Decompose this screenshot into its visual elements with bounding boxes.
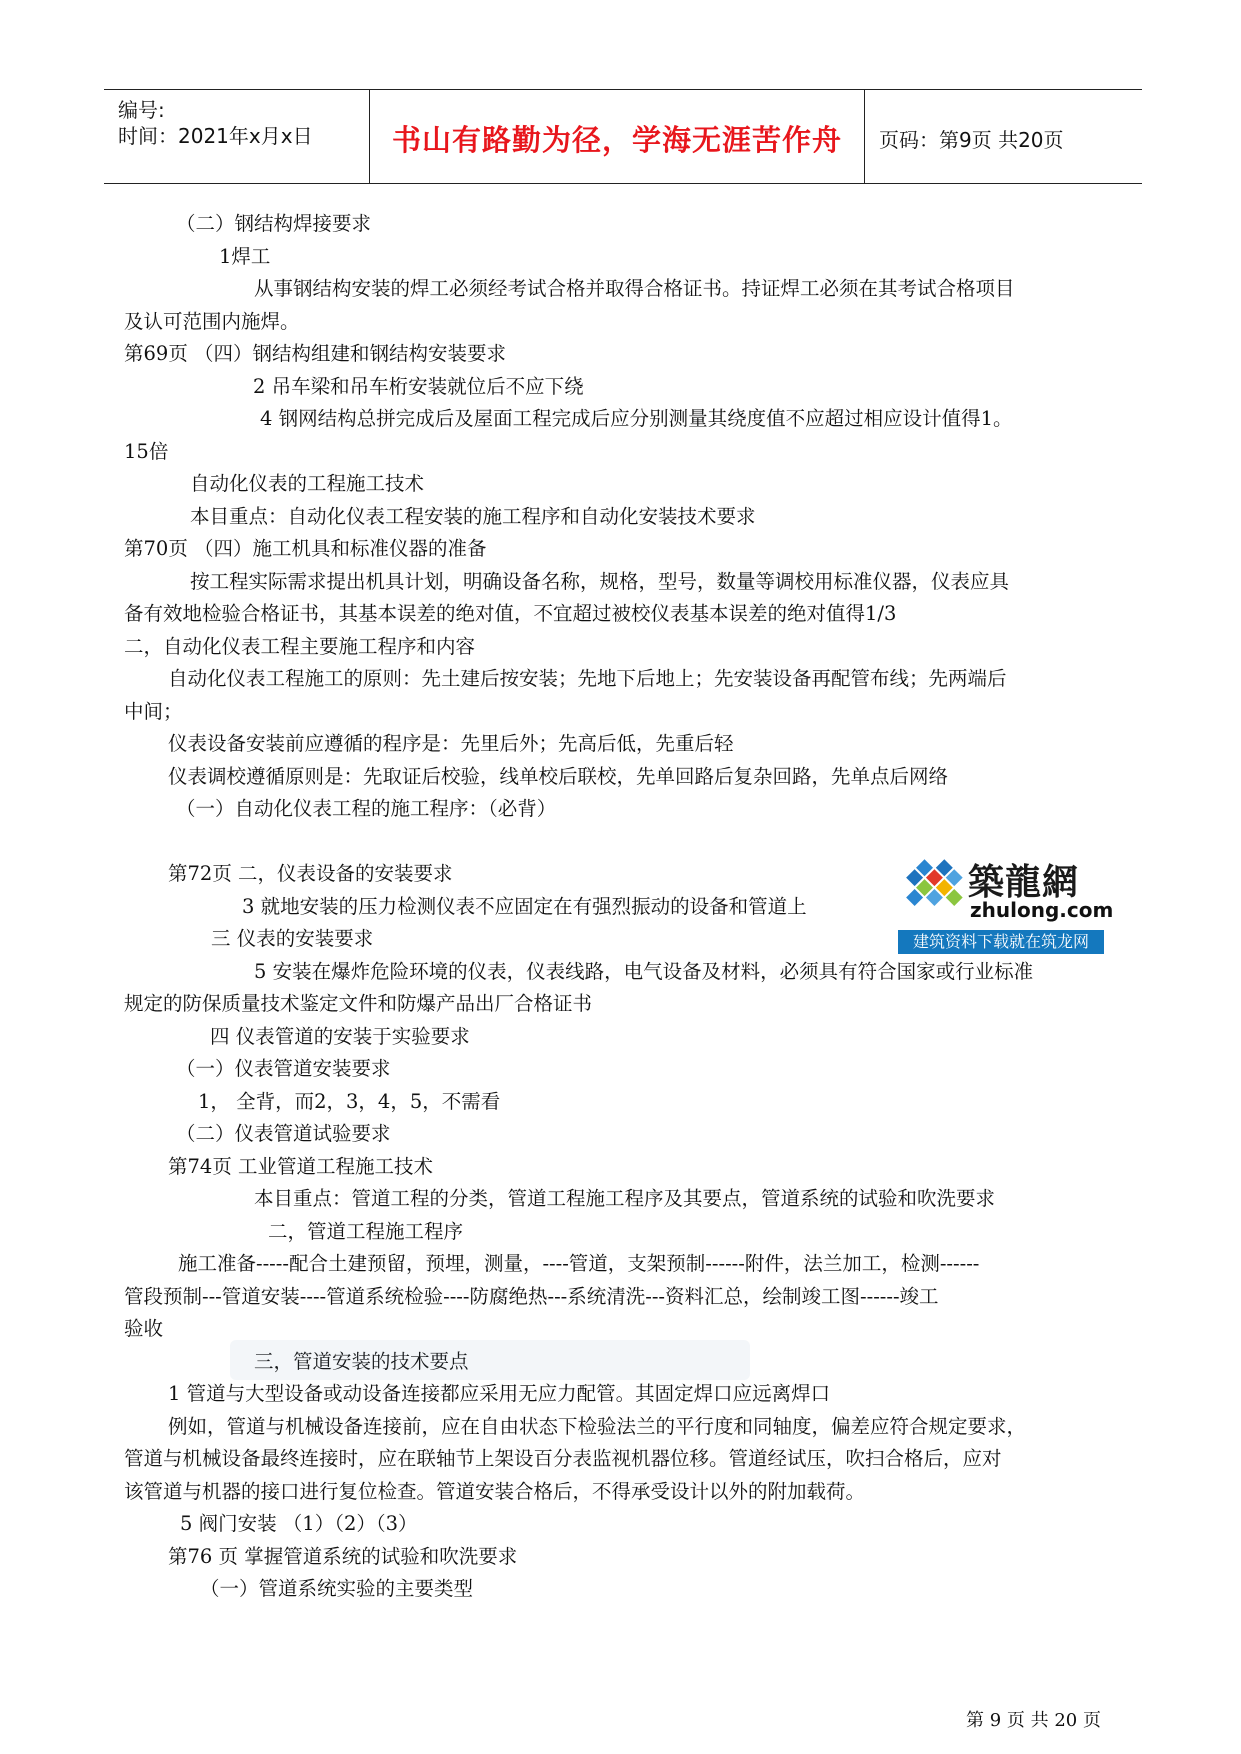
page-footer: 第 9 页 共 20 页 xyxy=(966,1710,1101,1731)
header-left-cell xyxy=(104,90,370,183)
text-line: 1， 全背，而2，3，4，5，不需看 xyxy=(198,1090,501,1113)
header-motto: 书山有路勤为径，学海无涯苦作舟 xyxy=(391,123,842,157)
text-line: （一）仪表管道安装要求 xyxy=(176,1057,391,1080)
document-time-label: 时间：2021年x月x日 xyxy=(118,124,313,148)
text-line: 本目重点：自动化仪表工程安装的施工程序和自动化安装技术要求 xyxy=(190,505,756,528)
text-line: 3 就地安装的压力检测仪表不应固定在有强烈振动的设备和管道上 xyxy=(242,895,807,918)
text-line: 验收 xyxy=(124,1317,164,1340)
text-line: （一）管道系统实验的主要类型 xyxy=(200,1577,474,1600)
text-line: 该管道与机器的接口进行复位检查。管道安装合格后，不得承受设计以外的附加载荷。 xyxy=(124,1480,866,1503)
text-line: 第69页 （四）钢结构组建和钢结构安装要求 xyxy=(124,342,507,365)
text-line: 二，自动化仪表工程主要施工程序和内容 xyxy=(124,635,476,658)
text-line: 中间； xyxy=(124,700,183,723)
text-line: 二，管道工程施工程序 xyxy=(268,1220,464,1243)
zhulong-logo xyxy=(898,854,1114,954)
text-line: 管道与机械设备最终连接时，应在联轴节上架设百分表监视机器位移。管道经试压，吹扫合格后，应对 xyxy=(124,1447,1002,1470)
logo-name: 築龍網 xyxy=(968,862,1080,903)
document-number-label: 编号: xyxy=(118,98,165,122)
text-line: 第76 页 掌握管道系统的试验和吹洗要求 xyxy=(168,1545,518,1568)
header-middle-cell xyxy=(370,90,865,183)
text-line: 例如，管道与机械设备连接前，应在自由状态下检验法兰的平行度和同轴度，偏差应符合规定要求， xyxy=(168,1415,1027,1438)
text-line: 管段预制---管道安装----管道系统检验----防腐绝热---系统清洗---资料汇总，绘制竣工图------竣工 xyxy=(124,1285,939,1308)
text-line: 本目重点：管道工程的分类，管道工程施工程序及其要点，管道系统的试验和吹洗要求 xyxy=(254,1187,996,1210)
text-line: 仪表设备安装前应遵循的程序是：先里后外；先高后低，先重后轻 xyxy=(168,732,734,755)
logo-url: zhulong.com xyxy=(970,898,1114,922)
header-page-info: 页码：第9页 共20页 xyxy=(879,128,1064,152)
text-line: 自动化仪表的工程施工技术 xyxy=(190,472,425,495)
text-line: 按工程实际需求提出机具计划，明确设备名称，规格，型号，数量等调校用标准仪器，仪表应具 xyxy=(190,570,1010,593)
text-line: 及认可范围内施焊。 xyxy=(124,310,300,333)
text-line: 规定的防保质量技术鉴定文件和防爆产品出厂合格证书 xyxy=(124,992,593,1015)
text-line: 第74页 工业管道工程施工技术 xyxy=(168,1155,434,1178)
page-header xyxy=(104,89,1142,184)
text-line: 第72页 二，仪表设备的安装要求 xyxy=(168,862,453,885)
text-line: 自动化仪表工程施工的原则：先土建后按安装；先地下后地上；先安装设备再配管布线；先两端后 xyxy=(168,667,1007,690)
text-line: 仪表调校遵循原则是：先取证后校验，线单校后联校，先单回路后复杂回路，先单点后网络 xyxy=(168,765,949,788)
text-line: （二）钢结构焊接要求 xyxy=(176,212,372,235)
watermark xyxy=(230,1340,750,1380)
text-line: 1焊工 xyxy=(219,245,271,268)
text-line: 三，管道安装的技术要点 xyxy=(254,1350,469,1373)
text-line: 三 仪表的安装要求 xyxy=(211,927,374,950)
logo-slogan: 建筑资料下载就在筑龙网 xyxy=(898,930,1104,954)
text-line: （一）自动化仪表工程的施工程序：（必背） xyxy=(176,797,557,820)
text-line: 第70页 （四）施工机具和标准仪器的准备 xyxy=(124,537,487,560)
text-line: 从事钢结构安装的焊工必须经考试合格并取得合格证书。持证焊工必须在其考试合格项目 xyxy=(254,277,1015,300)
text-line: 2 吊车梁和吊车桁安装就位后不应下绕 xyxy=(253,375,584,398)
zhulong-logo-icon xyxy=(900,856,966,922)
text-line: 1 管道与大型设备或动设备连接都应采用无应力配管。其固定焊口应远离焊口 xyxy=(168,1382,831,1405)
text-line: 备有效地检验合格证书，其基本误差的绝对值，不宜超过被校仪表基本误差的绝对值得1/3 xyxy=(124,602,897,625)
text-line: 四 仪表管道的安装于实验要求 xyxy=(210,1025,470,1048)
text-line: 4 钢网结构总拼完成后及屋面工程完成后应分别测量其绕度值不应超过相应设计值得1。 xyxy=(260,407,1013,430)
text-line: （二）仪表管道试验要求 xyxy=(176,1122,391,1145)
header-right-cell xyxy=(865,90,1142,183)
text-line: 施工准备-----配合土建预留，预埋，测量，----管道，支架预制------附件，法兰加工，检测------ xyxy=(178,1252,980,1275)
text-line: 5 安装在爆炸危险环境的仪表，仪表线路，电气设备及材料，必须具有符合国家或行业标准 xyxy=(254,960,1034,983)
text-line: 15倍 xyxy=(124,440,169,463)
text-line: 5 阀门安装 （1）（2）（3） xyxy=(180,1512,418,1535)
